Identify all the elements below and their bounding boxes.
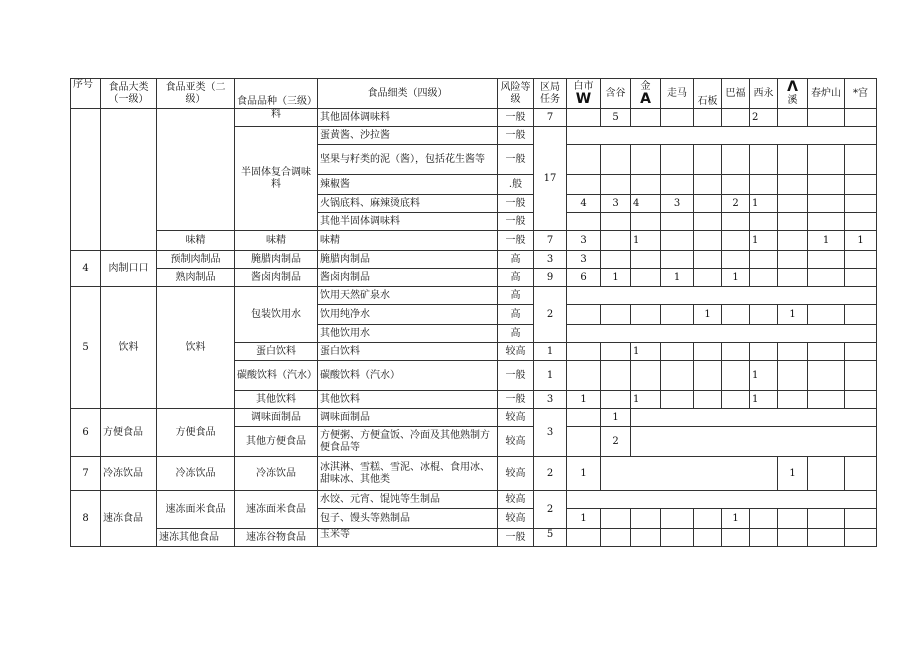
cell-cat4: 味精 [318, 231, 498, 251]
cell-task: 3 [534, 409, 567, 457]
table-row [71, 491, 877, 509]
cell-cat3: 包装饮用水 [235, 287, 318, 343]
cell-seq: 5 [71, 287, 101, 409]
cell-d1: 1 [567, 509, 601, 529]
cell-risk: 一般 [498, 361, 534, 391]
cell-d7: 1 [750, 195, 778, 213]
cell-cat3: 腌腊肉制品 [235, 251, 318, 269]
cell-cat2: 冷冻饮品 [157, 457, 235, 491]
cell-risk: 一般 [498, 127, 534, 145]
cell-d9: 1 [808, 231, 845, 251]
cell-cat3: 半固体复合调味料 [235, 127, 318, 231]
cell-cat4: 蛋黄酱、沙拉酱 [318, 127, 498, 145]
cell-risk: 高 [498, 325, 534, 343]
table-row [71, 269, 877, 287]
cell-risk: 较高 [498, 343, 534, 361]
header-district-7: 西永 [750, 79, 778, 109]
cell-risk: 高 [498, 269, 534, 287]
cell-cat3: 调味面制品 [235, 409, 318, 427]
cell-task: 3 [534, 391, 567, 409]
cell-d6: 1 [722, 509, 750, 529]
header-district-5: 石板 [694, 79, 722, 109]
cell-d7: 2 [750, 109, 778, 127]
cell-risk: 高 [498, 251, 534, 269]
cell-d7: 1 [750, 391, 778, 409]
cell-risk: 一般 [498, 195, 534, 213]
cell-cat3: 速冻面米食品 [235, 491, 318, 529]
cell-cat2: 味精 [157, 231, 235, 251]
cell-d3: 1 [631, 391, 661, 409]
header-district-10: *宫 [845, 79, 877, 109]
table-row [71, 529, 877, 547]
cell-task: 2 [534, 491, 567, 529]
cell-d6: 1 [722, 269, 750, 287]
cell-cat1: 速冻食品 [101, 491, 157, 547]
header-district-4: 走马 [661, 79, 694, 109]
table-row [71, 251, 877, 269]
cell-d1: 1 [567, 457, 601, 491]
cell-cat1: 饮料 [101, 287, 157, 409]
header-seq: 序号 [71, 79, 101, 109]
header-district-3-bottom: A [640, 90, 651, 107]
cell-cat3: 碳酸饮料（汽水） [235, 361, 318, 391]
cell-cat3: 速冻谷物食品 [235, 529, 318, 547]
header-district-8 [778, 79, 808, 109]
cell-d8: 1 [778, 305, 808, 325]
food-sampling-table [70, 78, 877, 547]
cell-cat4: 水饺、元宵、馄饨等生制品 [318, 491, 498, 509]
cell-risk: 一般 [498, 145, 534, 175]
cell-d4: 3 [661, 195, 694, 213]
cell-risk: 一般 [498, 391, 534, 409]
cell-task: 5 [534, 529, 567, 547]
cell-d1: 4 [567, 195, 601, 213]
cell-task: 7 [534, 231, 567, 251]
cell-cat1: 肉制口口 [101, 251, 157, 287]
cell-cat3: 味精 [235, 231, 318, 251]
cell-cat4: 冰淇淋、雪糕、雪泥、冰棍、食用冰、甜味冰、其他类 [318, 457, 498, 491]
cell-cat2: 熟肉制品 [157, 269, 235, 287]
cell-d3: 1 [631, 231, 661, 251]
cell-task: 9 [534, 269, 567, 287]
cell-cat3: 其他方便食品 [235, 427, 318, 457]
cell-seq: 4 [71, 251, 101, 287]
cell-cat4: 蛋白饮料 [318, 343, 498, 361]
cell-d2: 5 [601, 109, 631, 127]
header-risk: 风险等级 [498, 79, 534, 109]
cell-risk: 一般 [498, 213, 534, 231]
cell-d5: 1 [694, 305, 722, 325]
cell-d6: 2 [722, 195, 750, 213]
cell-d2: 1 [601, 269, 631, 287]
cell-d7: 1 [750, 361, 778, 391]
cell-cat4: 坚果与籽类的泥（酱），包括花生酱等 [318, 145, 498, 175]
header-district-3 [631, 79, 661, 109]
header-district-1-top: 白市 [573, 80, 594, 92]
cell-d3: 1 [631, 343, 661, 361]
cell-cat4: 辣椒酱 [318, 175, 498, 195]
cell-risk: .般 [498, 175, 534, 195]
header-district-6: 巴福 [722, 79, 750, 109]
cell-d2: 3 [601, 195, 631, 213]
cell-cat4: 腌腊肉制品 [318, 251, 498, 269]
header-cat1: 食品大类（一级） [101, 79, 157, 109]
table-row [71, 109, 877, 127]
header-district-1-bottom: W [575, 90, 592, 107]
header-row [71, 79, 877, 109]
cell-cat4: 火锅底料、麻辣烫底料 [318, 195, 498, 213]
cell-cat4: 方便粥、方便盒饭、冷面及其他熟制方便食品等 [318, 427, 498, 457]
cell-cat4: 饮用纯净水 [318, 305, 498, 325]
cell-cat1: 冷冻饮品 [101, 457, 157, 491]
cell-cat3: 蛋白饮料 [235, 343, 318, 361]
cell-cat1: 方便食品 [101, 409, 157, 457]
cell-cat3: 酱卤肉制品 [235, 269, 318, 287]
cell-cat4: 其他饮料 [318, 391, 498, 409]
header-district-8-bottom: 溪 [787, 94, 798, 106]
table-row [71, 231, 877, 251]
table-row [71, 287, 877, 305]
cell-cat2: 速冻其他食品 [157, 529, 235, 547]
cell-d4: 1 [661, 269, 694, 287]
cell-d1: 3 [567, 251, 601, 269]
cell-cat4: 饮用天然矿泉水 [318, 287, 498, 305]
cell-d2: 1 [601, 409, 631, 427]
cell-task: 2 [534, 457, 567, 491]
cell-risk: 一般 [498, 231, 534, 251]
cell-task: 17 [534, 127, 567, 231]
header-district-1 [567, 79, 601, 109]
cell-risk: 较高 [498, 491, 534, 509]
cell-task: 1 [534, 343, 567, 361]
cell-cat2: 方便食品 [157, 409, 235, 457]
cell-cat4: 其他半固体调味料 [318, 213, 498, 231]
cell-cat2: 饮料 [157, 287, 235, 409]
cell-risk: 较高 [498, 427, 534, 457]
cell-task: 1 [534, 361, 567, 391]
cell-cat4: 酱卤肉制品 [318, 269, 498, 287]
header-district-8-top: Λ [787, 78, 798, 95]
cell-seq: 8 [71, 491, 101, 547]
cell-d1: 1 [567, 391, 601, 409]
cell-d2: 2 [601, 427, 631, 457]
cell-cat4: 其他固体调味料 [318, 109, 498, 127]
cell-d7: 1 [750, 231, 778, 251]
cell-risk: 一般 [498, 529, 534, 547]
cell-cat2: 预制肉制品 [157, 251, 235, 269]
cell-cat4: 调味面制品 [318, 409, 498, 427]
header-cat2: 食品亚类（二级） [157, 79, 235, 109]
cell-risk: 高 [498, 287, 534, 305]
cell-cat4: 碳酸饮料（汽水） [318, 361, 498, 391]
cell-risk: 较高 [498, 409, 534, 427]
cell-cat3: 其他饮料 [235, 391, 318, 409]
header-district-2: 含谷 [601, 79, 631, 109]
cell-risk: 较高 [498, 509, 534, 529]
cell-d1: 3 [567, 231, 601, 251]
cell-d8: 1 [778, 457, 808, 491]
cell-risk: 高 [498, 305, 534, 325]
cell-task: 2 [534, 287, 567, 343]
cell-d3: 4 [631, 195, 661, 213]
cell-cat4: 包子、馒头等熟制品 [318, 509, 498, 529]
table-row [71, 457, 877, 491]
table-row [71, 409, 877, 427]
header-cat4: 食品细类（四级） [318, 79, 498, 109]
cell-risk: 一般 [498, 109, 534, 127]
cell-cat4: 其他饮用水 [318, 325, 498, 343]
cell-seq: 7 [71, 457, 101, 491]
cell-d10: 1 [845, 231, 877, 251]
cell-risk: 较高 [498, 457, 534, 491]
cell-d1: 6 [567, 269, 601, 287]
cell-seq: 6 [71, 409, 101, 457]
cell-cat3: 冷冻饮品 [235, 457, 318, 491]
header-task: 区局任务 [534, 79, 567, 109]
cell-cat3: 料 [235, 109, 318, 127]
cell-cat4: 玉米等 [318, 529, 498, 547]
header-district-9: 春炉山 [808, 79, 845, 109]
cell-task: 3 [534, 251, 567, 269]
header-cat3: 食品品种（三级） [235, 79, 318, 109]
header-district-3-top: 金 [640, 80, 651, 92]
cell-task: 7 [534, 109, 567, 127]
cell-cat2: 速冻面米食品 [157, 491, 235, 529]
